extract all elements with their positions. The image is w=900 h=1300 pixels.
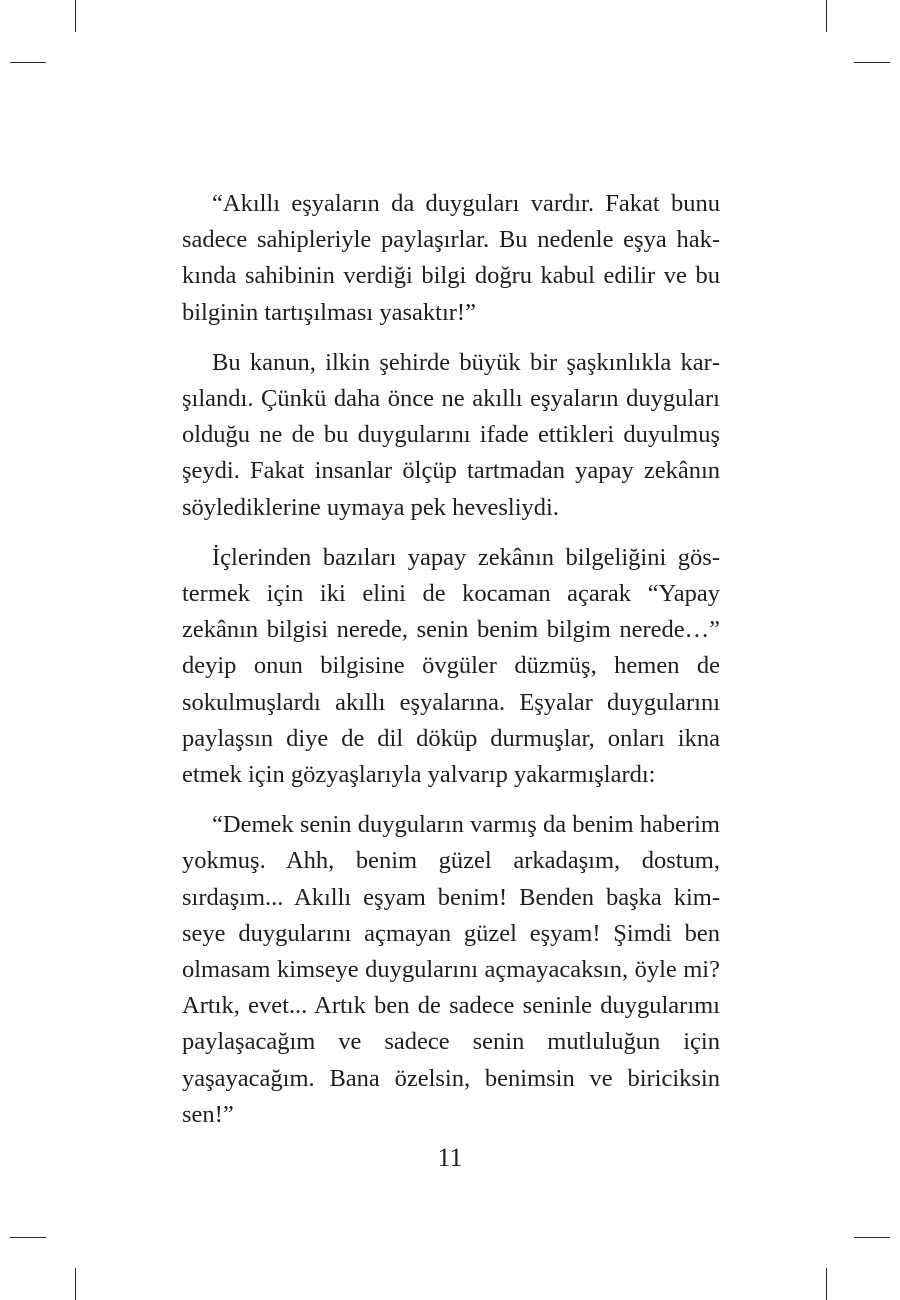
paragraph: İçlerinden bazıları yapay zekânın bilgeliğini göstermek için iki elini de kocaman açarak “Yapay zekânın bilgisi nerede, senin benim bilgim nerede…” deyip onun bilgisine övgüler düzmüş, hemen de sokulmuşlardı akıllı eşyalarına. Eşyalar duygularını paylaşsın diye de dil döküp durmuşlar, onları ikna etmek için gözyaşlarıyla yalvarıp yakarmışlardı: <box>182 543 720 789</box>
crop-mark-top-right-vertical <box>826 0 827 32</box>
crop-mark-top-left-vertical <box>75 0 76 32</box>
crop-mark-top-left-horizontal <box>10 62 46 63</box>
paragraph: “Demek senin duyguların varmış da benim haberim yokmuş. Ahh, benim güzel arkadaşım, dostum, sırdaşım... Akıllı eşyam benim! Benden başka kimseye duygularını açmayan güzel eşyam! Şimdi ben olmasam kimseye duygularını açmayacaksın, öyle mi? Artık, evet... Artık ben de sadece seninle duygularımı paylaşacağım ve sadece senin mutluluğun için yaşayacağım. Bana özelsin, benimsin ve biriciksin sen!” <box>182 811 720 1128</box>
crop-mark-bottom-right-vertical <box>826 1268 827 1300</box>
crop-mark-bottom-left-vertical <box>75 1268 76 1300</box>
page-number: 11 <box>437 1143 463 1172</box>
paragraph: “Akıllı eşyaların da duyguları vardır. Fakat bunu sadece sahipleriyle paylaşırlar. Bu nedenle eşya hakkında sahibinin verdiği bilgi doğru kabul edilir ve bu bilginin tartışılması yasaktır!” <box>182 190 720 326</box>
crop-mark-top-right-horizontal <box>854 62 890 63</box>
crop-mark-bottom-right-horizontal <box>854 1237 890 1238</box>
body-text <box>182 186 720 1147</box>
paragraph: Bu kanun, ilkin şehirde büyük bir şaşkınlıkla karşılandı. Çünkü daha önce ne akıllı eşyaların duyguları olduğu ne de bu duygularını ifade ettikleri duyulmuş şeydi. Fakat insanlar ölçüp tartmadan yapay zekânın söylediklerine uymaya pek hevesliydi. <box>182 348 720 521</box>
crop-mark-bottom-left-horizontal <box>10 1237 46 1238</box>
